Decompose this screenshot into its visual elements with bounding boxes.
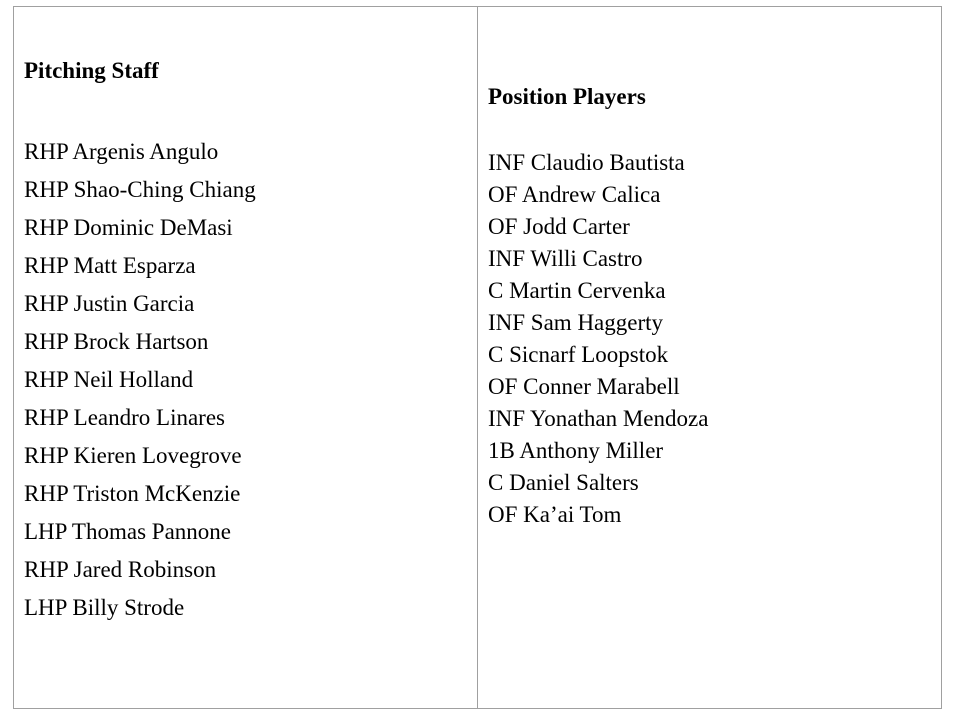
player-item: INF Claudio Bautista bbox=[488, 150, 685, 175]
position-players-column bbox=[478, 7, 941, 708]
player-item: RHP Argenis Angulo bbox=[24, 139, 219, 164]
player-item: RHP Jared Robinson bbox=[24, 557, 217, 582]
player-item: RHP Brock Hartson bbox=[24, 329, 209, 354]
player-item: RHP Shao-Ching Chiang bbox=[24, 177, 256, 202]
player-item: INF Willi Castro bbox=[488, 246, 643, 271]
player-item: RHP Neil Holland bbox=[24, 367, 194, 392]
player-item: RHP Kieren Lovegrove bbox=[24, 443, 242, 468]
pitching-staff-column bbox=[14, 7, 478, 708]
player-item: C Martin Cervenka bbox=[488, 278, 666, 303]
player-item: C Daniel Salters bbox=[488, 470, 639, 495]
player-item: RHP Justin Garcia bbox=[24, 291, 195, 316]
position-players-heading: Position Players bbox=[488, 84, 646, 109]
player-item: OF Andrew Calica bbox=[488, 182, 661, 207]
roster-table bbox=[13, 6, 942, 709]
player-item: INF Sam Haggerty bbox=[488, 310, 664, 335]
player-item: INF Yonathan Mendoza bbox=[488, 406, 709, 431]
player-item: LHP Thomas Pannone bbox=[24, 519, 231, 544]
player-item: OF Conner Marabell bbox=[488, 374, 680, 399]
position-players-list bbox=[488, 147, 708, 531]
pitching-staff-heading: Pitching Staff bbox=[24, 58, 159, 83]
player-item: RHP Leandro Linares bbox=[24, 405, 225, 430]
player-item: C Sicnarf Loopstok bbox=[488, 342, 669, 367]
player-item: RHP Triston McKenzie bbox=[24, 481, 241, 506]
pitching-staff-list bbox=[24, 133, 256, 627]
player-item: RHP Dominic DeMasi bbox=[24, 215, 233, 240]
player-item: OF Ka’ai Tom bbox=[488, 502, 622, 527]
player-item: 1B Anthony Miller bbox=[488, 438, 664, 463]
player-item: RHP Matt Esparza bbox=[24, 253, 196, 278]
player-item: LHP Billy Strode bbox=[24, 595, 185, 620]
player-item: OF Jodd Carter bbox=[488, 214, 630, 239]
